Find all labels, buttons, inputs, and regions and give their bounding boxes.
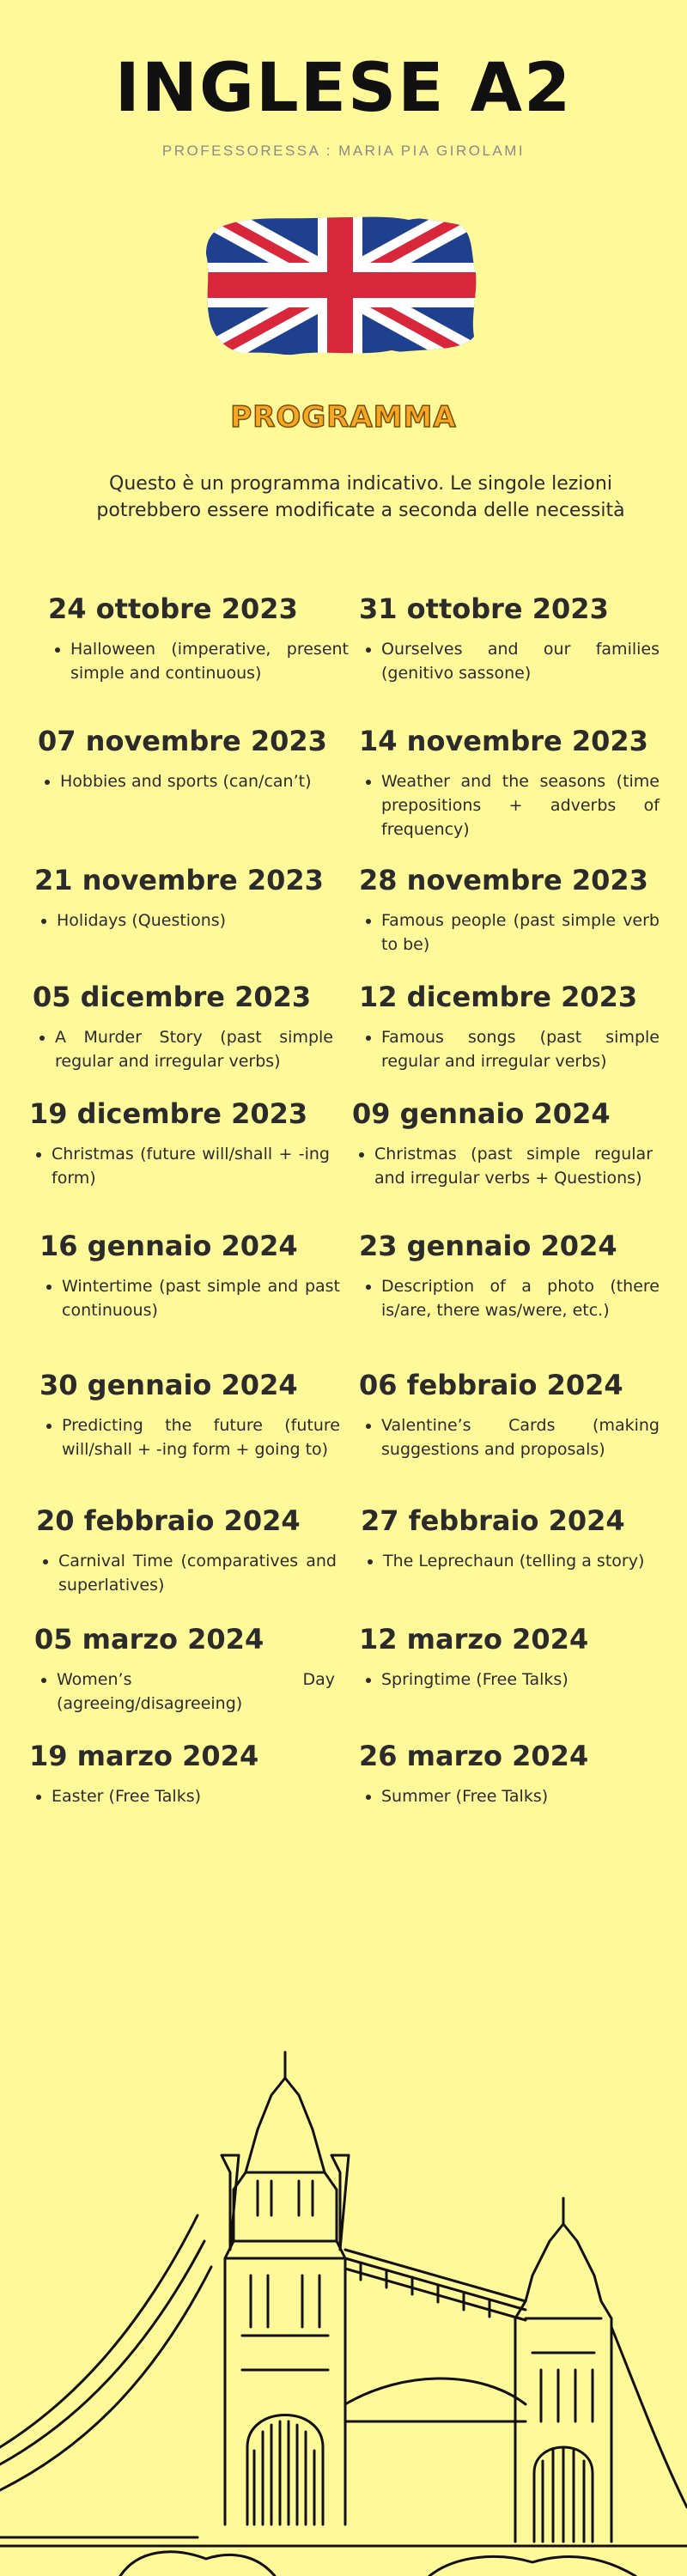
lesson-topic: • Predicting the future (future will/shall + -ing form + going to): [62, 1413, 340, 1461]
lesson-date: 07 novembre 2023: [38, 725, 327, 757]
intro-text: Questo è un programma indicativo. Le singole lezioni potrebbero essere modificate a seconda delle necessità: [96, 473, 625, 521]
lesson-card: [40, 1369, 340, 1461]
lesson-card: [38, 725, 338, 793]
lesson-card: [359, 592, 660, 685]
lesson-topic: • Springtime (Free Talks): [381, 1668, 660, 1692]
lesson-date: 16 gennaio 2024: [40, 1230, 298, 1262]
lesson-topic: • Famous people (past simple verb to be): [381, 908, 660, 957]
lesson-card: [359, 1740, 660, 1808]
lesson-date: 12 dicembre 2023: [359, 981, 638, 1013]
lesson-date: 05 marzo 2024: [34, 1623, 264, 1656]
lesson-topic: • Description of a photo (there is/are, there was/were, etc.): [381, 1274, 660, 1322]
teacher-name: PROFESSORESSA : MARIA PIA GIROLAMI: [161, 143, 526, 159]
lesson-card: [29, 1740, 330, 1808]
lesson-card: [29, 1097, 330, 1190]
lesson-date: 28 novembre 2023: [359, 864, 648, 896]
lesson-topic: • A Murder Story (past simple regular and irregular verbs): [55, 1025, 333, 1073]
lesson-card: [48, 592, 349, 685]
lesson-date: 19 dicembre 2023: [29, 1097, 308, 1130]
lesson-card: [359, 1369, 660, 1461]
lesson-topic: • Holidays (Questions): [57, 908, 335, 933]
lesson-card: [359, 725, 660, 841]
union-jack-flag-icon: [203, 210, 477, 361]
program-heading: PROGRAMMA: [230, 400, 457, 434]
lesson-card: [34, 1623, 335, 1716]
lesson-date: 27 febbraio 2024: [361, 1504, 625, 1537]
lesson-date: 31 ottobre 2023: [359, 592, 609, 625]
lesson-topic: • Valentine’s Cards (making suggestions and proposals): [381, 1413, 660, 1461]
lesson-card: [36, 1504, 337, 1597]
lesson-card: [359, 864, 660, 957]
lesson-topic: • Wintertime (past simple and past continuous): [62, 1274, 340, 1322]
lesson-date: 21 novembre 2023: [34, 864, 324, 896]
lesson-topic: • Easter (Free Talks): [52, 1784, 330, 1808]
lesson-topic: • Weather and the seasons (time prepositions + adverbs of frequency): [381, 769, 660, 841]
lesson-date: 20 febbraio 2024: [36, 1504, 301, 1537]
tower-bridge-drawing-icon: [0, 2044, 687, 2576]
lesson-card: [361, 1504, 661, 1573]
lesson-date: 05 dicembre 2023: [33, 981, 312, 1013]
lesson-date: 14 novembre 2023: [359, 725, 648, 757]
lesson-card: [359, 981, 660, 1073]
lesson-card: [33, 981, 333, 1073]
lesson-topic: • Halloween (imperative, present simple and continuous): [70, 637, 349, 685]
lesson-topic: • Christmas (future will/shall + -ing form): [52, 1142, 330, 1190]
lesson-date: 09 gennaio 2024: [352, 1097, 611, 1130]
lesson-card: [359, 1230, 660, 1322]
lesson-topic: • Women’s Day (agreeing/disagreeing): [57, 1668, 335, 1716]
page-title: INGLESE A2: [114, 50, 573, 127]
lesson-topic: • Hobbies and sports (can/can’t): [60, 769, 338, 793]
lesson-date: 12 marzo 2024: [359, 1623, 589, 1656]
lesson-date: 23 gennaio 2024: [359, 1230, 617, 1262]
lesson-topic: • Carnival Time (comparatives and superlatives): [58, 1549, 337, 1597]
lesson-topic: • Ourselves and our families (genitivo sassone): [381, 637, 660, 685]
lesson-date: 06 febbraio 2024: [359, 1369, 623, 1401]
lesson-card: [34, 864, 335, 933]
lesson-topic: • The Leprechaun (telling a story): [383, 1549, 661, 1573]
lesson-card: [359, 1623, 660, 1692]
lesson-card: [40, 1230, 340, 1322]
lesson-date: 26 marzo 2024: [359, 1740, 589, 1772]
lesson-date: 30 gennaio 2024: [40, 1369, 298, 1401]
lesson-date: 19 marzo 2024: [29, 1740, 259, 1772]
lesson-topic: • Famous songs (past simple regular and irregular verbs): [381, 1025, 660, 1073]
lesson-topic: • Christmas (past simple regular and irregular verbs + Questions): [374, 1142, 653, 1190]
lesson-topic: • Summer (Free Talks): [381, 1784, 660, 1808]
lesson-card: [352, 1097, 653, 1190]
lesson-date: 24 ottobre 2023: [48, 592, 298, 625]
